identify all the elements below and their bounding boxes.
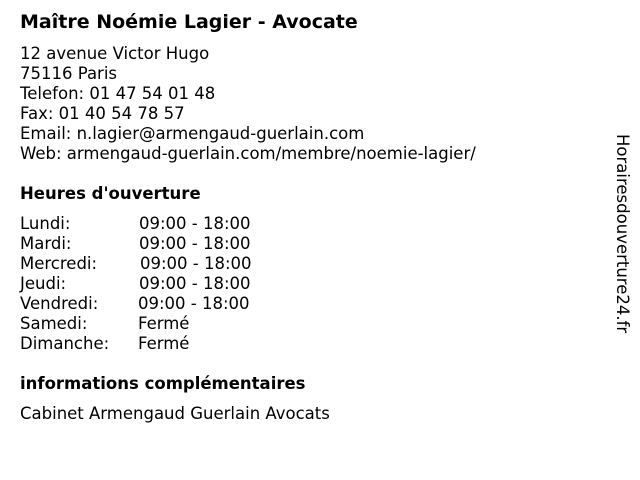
email-address: Email: n.lagier@armengaud-guerlain.com bbox=[20, 124, 365, 143]
hours-value: 09:00 - 18:00 bbox=[139, 274, 251, 293]
hours-value: 09:00 - 18:00 bbox=[139, 234, 251, 253]
hours-row-saturday bbox=[20, 314, 320, 334]
hours-row-monday bbox=[20, 214, 320, 234]
additional-info-text: Cabinet Armengaud Guerlain Avocats bbox=[20, 404, 330, 423]
hours-value: Fermé bbox=[138, 334, 190, 353]
site-watermark: Horairesdouverture24.fr bbox=[613, 134, 632, 334]
website-url: Web: armengaud-guerlain.com/membre/noemie-lagier/ bbox=[20, 144, 476, 163]
street-address: 12 avenue Victor Hugo bbox=[20, 44, 210, 63]
contact-details bbox=[20, 44, 476, 164]
additional-info-heading: informations complémentaires bbox=[20, 374, 306, 393]
day-label: Lundi: bbox=[20, 214, 71, 233]
hours-value: 09:00 - 18:00 bbox=[140, 254, 252, 273]
day-label: Dimanche: bbox=[20, 334, 110, 353]
hours-row-wednesday bbox=[20, 254, 320, 274]
hours-value: Fermé bbox=[138, 314, 190, 333]
hours-row-friday bbox=[20, 294, 320, 314]
day-label: Jeudi: bbox=[20, 274, 67, 293]
page-title: Maître Noémie Lagier - Avocate bbox=[20, 11, 358, 33]
hours-row-sunday bbox=[20, 334, 320, 354]
city-postcode: 75116 Paris bbox=[20, 64, 118, 83]
hours-row-thursday bbox=[20, 274, 320, 294]
fax-number: Fax: 01 40 54 78 57 bbox=[20, 104, 185, 123]
phone-number: Telefon: 01 47 54 01 48 bbox=[20, 84, 216, 103]
opening-hours-table bbox=[20, 214, 320, 354]
hours-value: 09:00 - 18:00 bbox=[139, 214, 251, 233]
day-label: Vendredi: bbox=[20, 294, 99, 313]
opening-hours-heading: Heures d'ouverture bbox=[20, 184, 201, 203]
day-label: Samedi: bbox=[20, 314, 88, 333]
day-label: Mercredi: bbox=[20, 254, 98, 273]
day-label: Mardi: bbox=[20, 234, 72, 253]
hours-value: 09:00 - 18:00 bbox=[138, 294, 250, 313]
hours-row-tuesday bbox=[20, 234, 320, 254]
